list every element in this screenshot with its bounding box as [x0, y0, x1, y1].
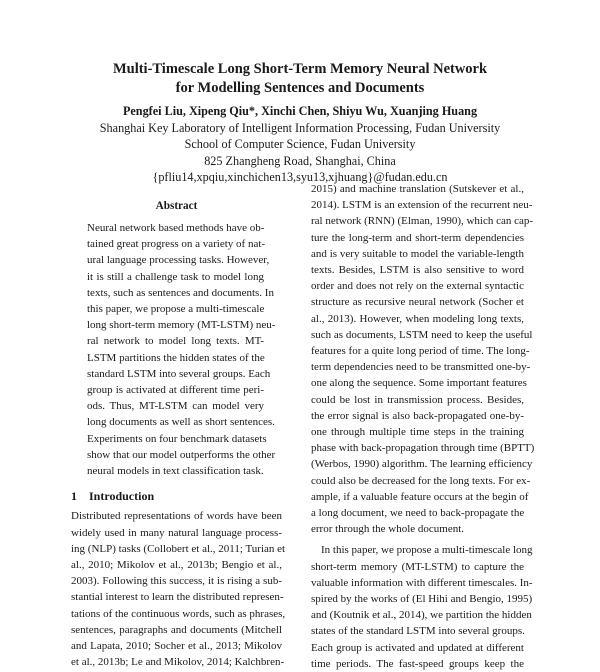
introduction-line: and Lapata, 2010; Socher et al., 2013; Mikolov: [71, 640, 282, 653]
abstract-body: [71, 220, 282, 479]
introduction-line: ing (NLP) tasks (Collobert et al., 2011; Turian et: [71, 542, 286, 555]
section-heading-introduction: [71, 488, 282, 504]
abstract-line: group is activated at different time peri-: [87, 384, 264, 397]
body-line: features for a quite long period of time. The long-: [311, 345, 530, 358]
introduction-line: al., 2010; Mikolov et al., 2013b; Bengio et al.,: [71, 559, 282, 572]
introduction-line: stantial interest to learn the distributed represen-: [71, 591, 284, 604]
abstract-line: ods. Thus, MT-LSTM can model very: [87, 400, 264, 413]
body-line: ral network (RNN) (Elman, 1990), which can cap-: [311, 215, 534, 228]
body-line: valuable information with different timescales. In-: [311, 576, 533, 589]
section-title: Introduction: [89, 489, 155, 504]
body-line: 2015) and machine translation (Sutskever et al.,: [311, 183, 524, 195]
author-block: [60, 103, 540, 186]
body-line: texts. Besides, LSTM is also sensitive to word: [311, 264, 524, 277]
abstract-line: tained great progress on a variety of nat-: [87, 238, 266, 251]
title-line: Multi-Timescale Long Short-Term Memory Neural Network: [112, 61, 488, 77]
body-line: (Werbos, 1990) algorithm. The learning efficiency: [311, 458, 533, 471]
abstract-line: show that our model outperforms the other: [87, 448, 276, 461]
right-column: [311, 181, 535, 672]
body-line: short-term memory (MT-LSTM) to capture the: [311, 560, 524, 573]
author-names: Pengfei Liu, Xipeng Qiu*, Xinchi Chen, Shiyu Wu, Xuanjing Huang: [122, 104, 478, 118]
affiliation-line: Shanghai Key Laboratory of Intelligent Information Processing, Fudan University: [99, 120, 501, 135]
body-line: structure as recursive neural network (Socher et: [311, 296, 524, 309]
introduction-line: 2003). Following this success, it is rising a sub-: [71, 575, 282, 588]
introduction-line: et al., 2013b; Le and Mikolov, 2014; Kalchbren-: [71, 656, 285, 669]
affiliation-line: 825 Zhangheng Road, Shanghai, China: [204, 153, 396, 168]
body-line: one through multiple time steps in the training: [311, 426, 524, 439]
abstract-line: ral network to model long texts. MT-: [87, 335, 264, 348]
abstract-heading: Abstract: [155, 200, 198, 212]
affiliation-line: School of Computer Science, Fudan University: [184, 137, 416, 151]
body-line: Each group is activated and updated at different: [311, 641, 524, 654]
body-line: In this paper, we propose a multi-timescale long: [321, 544, 533, 557]
author-emails: {pfliu14,xpqiu,xinchichen13,syu13,xjhuang}@fudan.edu.cn: [152, 170, 448, 184]
right-paragraph-2: [311, 542, 533, 672]
abstract-line: long short-term memory (MT-LSTM) neu-: [87, 319, 276, 332]
body-line: phase with back-propagation through time (BPTT): [311, 442, 535, 455]
abstract-line: this paper, we propose a multi-timescale: [87, 303, 265, 316]
introduction-line: tations of the continuous words, such as phrases,: [71, 607, 286, 620]
abstract-line: standard LSTM into several groups. Each: [87, 367, 271, 380]
body-line: order and does not rely on the external syntactic: [311, 280, 524, 293]
section-number: 1: [71, 489, 77, 504]
abstract-line: Experiments on four benchmark datasets: [87, 432, 267, 445]
right-paragraph-1: [311, 181, 535, 537]
body-line: error through the whole document.: [311, 523, 465, 536]
abstract-line: texts, such as sentences and documents. In: [87, 286, 274, 299]
body-line: and (Koutnik et al., 2014), we partition the hidden: [311, 609, 532, 622]
introduction-line: widely used in many natural language process-: [71, 526, 282, 539]
paper-title: [60, 60, 540, 98]
body-line: time periods. The fast-speed groups keep the: [311, 657, 524, 670]
introduction-line: sentences, paragraphs and documents (Mitchell: [71, 623, 282, 636]
body-line: spired by the works of (El Hihi and Bengio, 1995): [311, 593, 533, 606]
body-line: and is very suitable to model the variable-length: [311, 247, 524, 260]
abstract-line: ural language processing tasks. However,: [87, 254, 270, 267]
body-line: could be lost in transmission process. Besides,: [311, 393, 524, 406]
body-line: the error signal is also back-propagated one-by-: [311, 409, 524, 422]
body-line: term dependencies need to be transmitted one-by-: [311, 361, 531, 374]
body-line: ample, if a valuable feature occurs at the begin of: [311, 490, 529, 503]
body-line: 2014). LSTM is an extension of the recurrent neu-: [311, 199, 533, 212]
body-line: could also be decreased for the long texts. For ex-: [311, 474, 531, 487]
body-line: one along the sequence. Some important features: [311, 377, 527, 390]
introduction-body: [71, 508, 286, 670]
body-line: ture the long-term and short-term dependencies: [311, 231, 524, 244]
abstract-line: neural models in text classification task.: [87, 465, 264, 478]
title-line: for Modelling Sentences and Documents: [175, 80, 425, 96]
abstract-line: LSTM partitions the hidden states of the: [87, 351, 265, 364]
body-line: states of the standard LSTM into several groups.: [311, 625, 525, 638]
abstract-line: it is still a challenge task to model long: [87, 270, 264, 283]
introduction-line: Distributed representations of words have been: [71, 510, 282, 523]
abstract-line: long documents as well as short sentences.: [87, 416, 275, 429]
abstract-line: Neural network based methods have ob-: [87, 222, 265, 234]
body-line: al., 2013). However, when modeling long texts,: [311, 312, 524, 325]
body-line: a long document, we need to back-propagate the: [311, 507, 525, 520]
body-line: such as documents, LSTM need to keep the useful: [311, 328, 533, 341]
